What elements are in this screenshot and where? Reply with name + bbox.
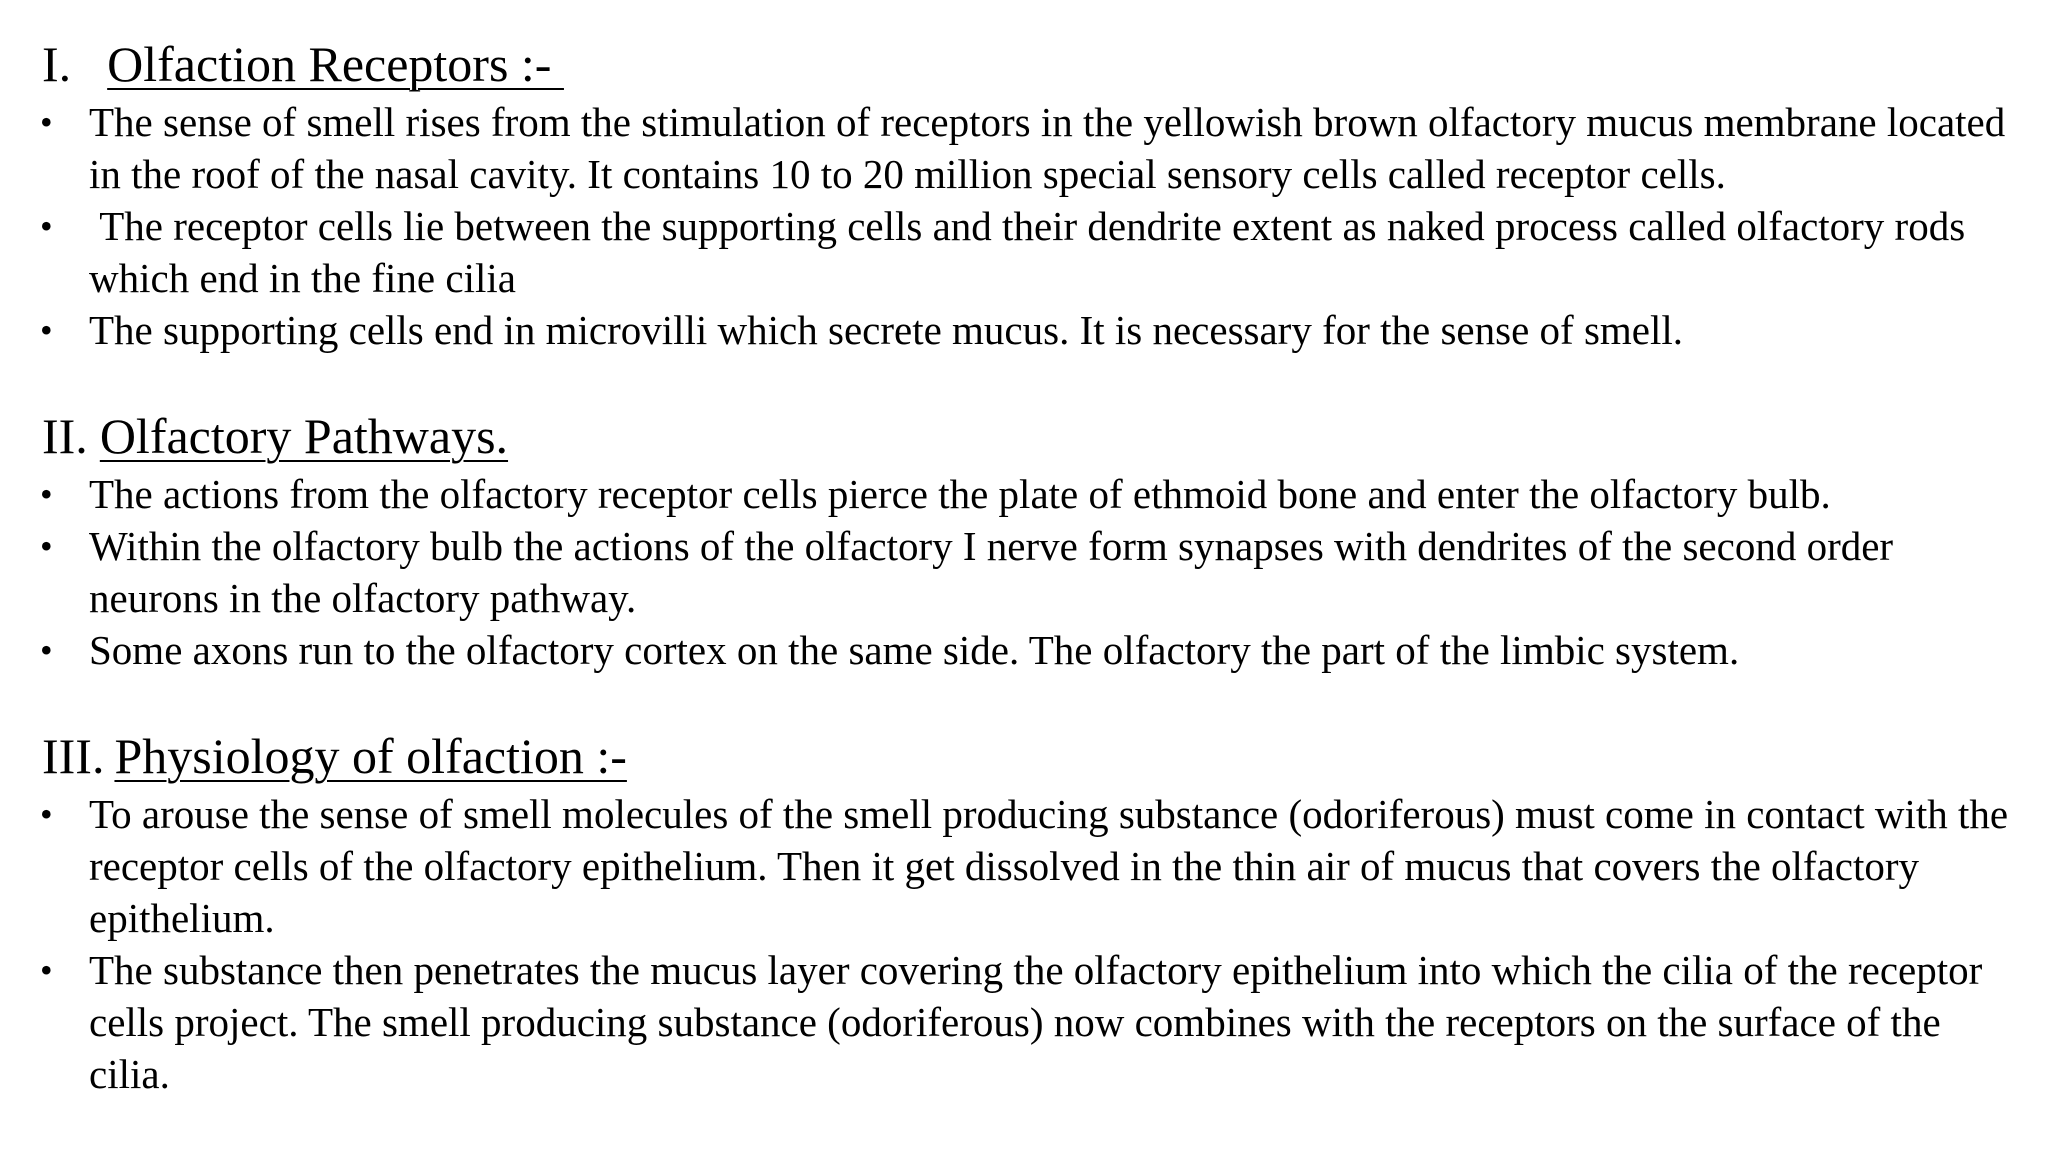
bullet-item xyxy=(0,96,2048,200)
bullet-dot-icon: • xyxy=(40,950,53,990)
section-heading xyxy=(42,34,564,94)
bullet-item xyxy=(0,788,2048,944)
bullet-item xyxy=(0,944,2048,1100)
section-heading xyxy=(42,406,508,466)
bullet-text: Within the olfactory bulb the actions of the olfactory I nerve form synapses with dendrites of the second order neurons in the olfactory pathway. xyxy=(89,523,1904,621)
bullet-dot-icon: • xyxy=(40,310,53,350)
bullet-list xyxy=(0,788,2048,1100)
bullet-list xyxy=(0,96,2048,356)
bullet-item xyxy=(0,200,2048,304)
bullet-text: The receptor cells lie between the supporting cells and their dendrite extent as naked process called olfactory rods which end in the fine cilia xyxy=(89,203,1976,301)
bullet-text: The substance then penetrates the mucus layer covering the olfactory epithelium into which the cilia of the receptor cells project. The smell producing substance (odoriferous) now combines with the receptors on the surface of the cilia. xyxy=(89,947,1993,1097)
bullet-dot-icon: • xyxy=(40,526,53,566)
section-number: I. xyxy=(42,36,72,92)
section-heading xyxy=(42,726,627,786)
section-number: II. xyxy=(42,408,88,464)
bullet-text: The supporting cells end in microvilli which secrete mucus. It is necessary for the sense of smell. xyxy=(89,307,1684,353)
bullet-dot-icon: • xyxy=(40,630,53,670)
bullet-dot-icon: • xyxy=(40,474,53,514)
bullet-text: The sense of smell rises from the stimulation of receptors in the yellowish brown olfactory mucus membrane located in the roof of the nasal cavity. It contains 10 to 20 million special sensory cells called receptor cells. xyxy=(89,99,2016,197)
bullet-item xyxy=(0,468,2048,520)
bullet-item xyxy=(0,520,2048,624)
bullet-item xyxy=(0,304,2048,356)
section-title: Olfactory Pathways. xyxy=(99,408,509,464)
bullet-text: Some axons run to the olfactory cortex on the same side. The olfactory the part of the limbic system. xyxy=(89,627,1740,673)
bullet-item xyxy=(0,624,2048,676)
bullet-dot-icon: • xyxy=(40,794,53,834)
section-title: Olfaction Receptors :- xyxy=(107,36,564,92)
bullet-dot-icon: • xyxy=(40,102,53,142)
bullet-dot-icon: • xyxy=(40,206,53,246)
section-number: III. xyxy=(42,728,105,784)
section-title: Physiology of olfaction :- xyxy=(114,728,627,784)
bullet-list xyxy=(0,468,2048,676)
bullet-text: The actions from the olfactory receptor cells pierce the plate of ethmoid bone and enter the olfactory bulb. xyxy=(89,471,1831,517)
bullet-text: To arouse the sense of smell molecules of the smell producing substance (odoriferous) must come in contact with the receptor cells of the olfactory epithelium. Then it get dissolved in the thin air of mucus that covers the olfactory epithelium. xyxy=(89,791,2019,941)
